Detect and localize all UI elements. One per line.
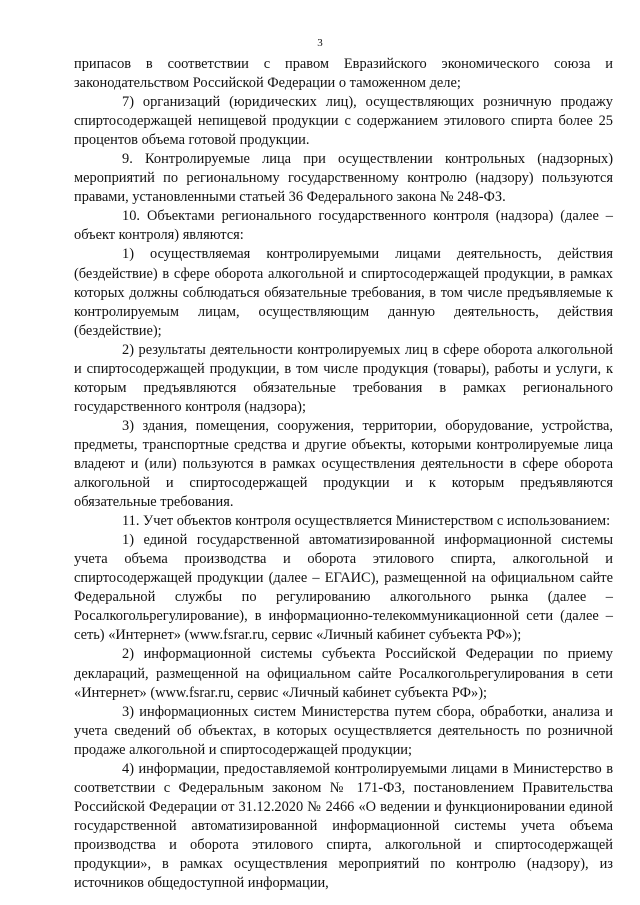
- paragraph-clause-10-item-1: 1) осуществляемая контролируемыми лицами деятельность, действия (бездействие) в сфере оборота алкогольной и спиртосодержащей продукции, в рамках которых должны соблюдаться обязательные требования, в том числе предъявляемые к контролируемым лицам, осуществляющим данную деятельность, действия (бездействие);: [74, 246, 613, 339]
- paragraph-clause-11-item-4: 4) информации, предоставляемой контролируемыми лицами в Министерство в соответствии с Федеральным законом № 171-ФЗ, постановлением Правительства Российской Федерации от 31.12.2020 № 2466 «О ведении и функционировании единой государственной автоматизированной информационной системы учета объема производства и оборота этилового спирта, алкогольной и спиртосодержащей продукции», в рамках осуществления мероприятий по контролю (надзору), из источников общедоступной информации,: [74, 760, 613, 892]
- paragraph-continuation: припасов в соответствии с правом Евразийского экономического союза и законодательством Российской Федерации о таможенном деле;: [74, 56, 613, 92]
- page-number: 3: [317, 37, 323, 49]
- paragraph-clause-9: 9. Контролируемые лица при осуществлении контрольных (надзорных) мероприятий по региональному государственному контролю (надзору) пользуются правами, установленными статьей 36 Федерального закона № 248-ФЗ.: [74, 151, 613, 206]
- paragraph-clause-11-item-2: 2) информационной системы субъекта Российской Федерации по приему деклараций, размещенной на официальном сайте Росалкогольрегулирования в сети «Интернет» (www.fsrar.ru, сервис «Личный кабинет субъекта РФ»);: [74, 646, 613, 701]
- paragraph-item-7: 7) организаций (юридических лиц), осуществляющих розничную продажу спиртосодержащей непищевой продукции с содержанием этилового спирта более 25 процентов объема готовой продукции.: [74, 94, 613, 149]
- paragraph-clause-11-item-3: 3) информационных систем Министерства путем сбора, обработки, анализа и учета сведений об объектах, в которых осуществляется деятельность по розничной продаже алкогольной и спиртосодержащей продукции;: [74, 703, 613, 758]
- document-body: [74, 55, 613, 893]
- paragraph-clause-10-item-3: 3) здания, помещения, сооружения, территории, оборудование, устройства, предметы, транспортные средства и другие объекты, которыми контролируемые лица владеют и (или) пользуются в рамках осуществления деятельности в сфере оборота алкогольной и спиртосодержащей продукции и к которым предъявляются обязательные требования.: [74, 417, 613, 511]
- paragraph-clause-10: 10. Объектами регионального государственного контроля (надзора) (далее – объект контроля) являются:: [74, 208, 613, 244]
- paragraph-clause-11-item-1: 1) единой государственной автоматизированной информационной системы учета объема производства и оборота этилового спирта, алкогольной и спиртосодержащей продукции (далее – ЕГАИС), размещенной на официальном сайте Федеральной службы по регулированию алкогольного рынка (далее – Росалкогольрегулирование), в информационно-телекоммуникационной сети (далее – сеть) «Интернет» (www.fsrar.ru, сервис «Личный кабинет субъекта РФ»);: [74, 532, 613, 644]
- paragraph-clause-11: 11. Учет объектов контроля осуществляется Министерством с использованием:: [122, 513, 611, 530]
- paragraph-clause-10-item-2: 2) результаты деятельности контролируемых лиц в сфере оборота алкогольной и спиртосодержащей продукции, в том числе продукция (товары), работы и услуги, к которым предъявляются обязательные требования в рамках регионального государственного контроля (надзора);: [74, 341, 613, 415]
